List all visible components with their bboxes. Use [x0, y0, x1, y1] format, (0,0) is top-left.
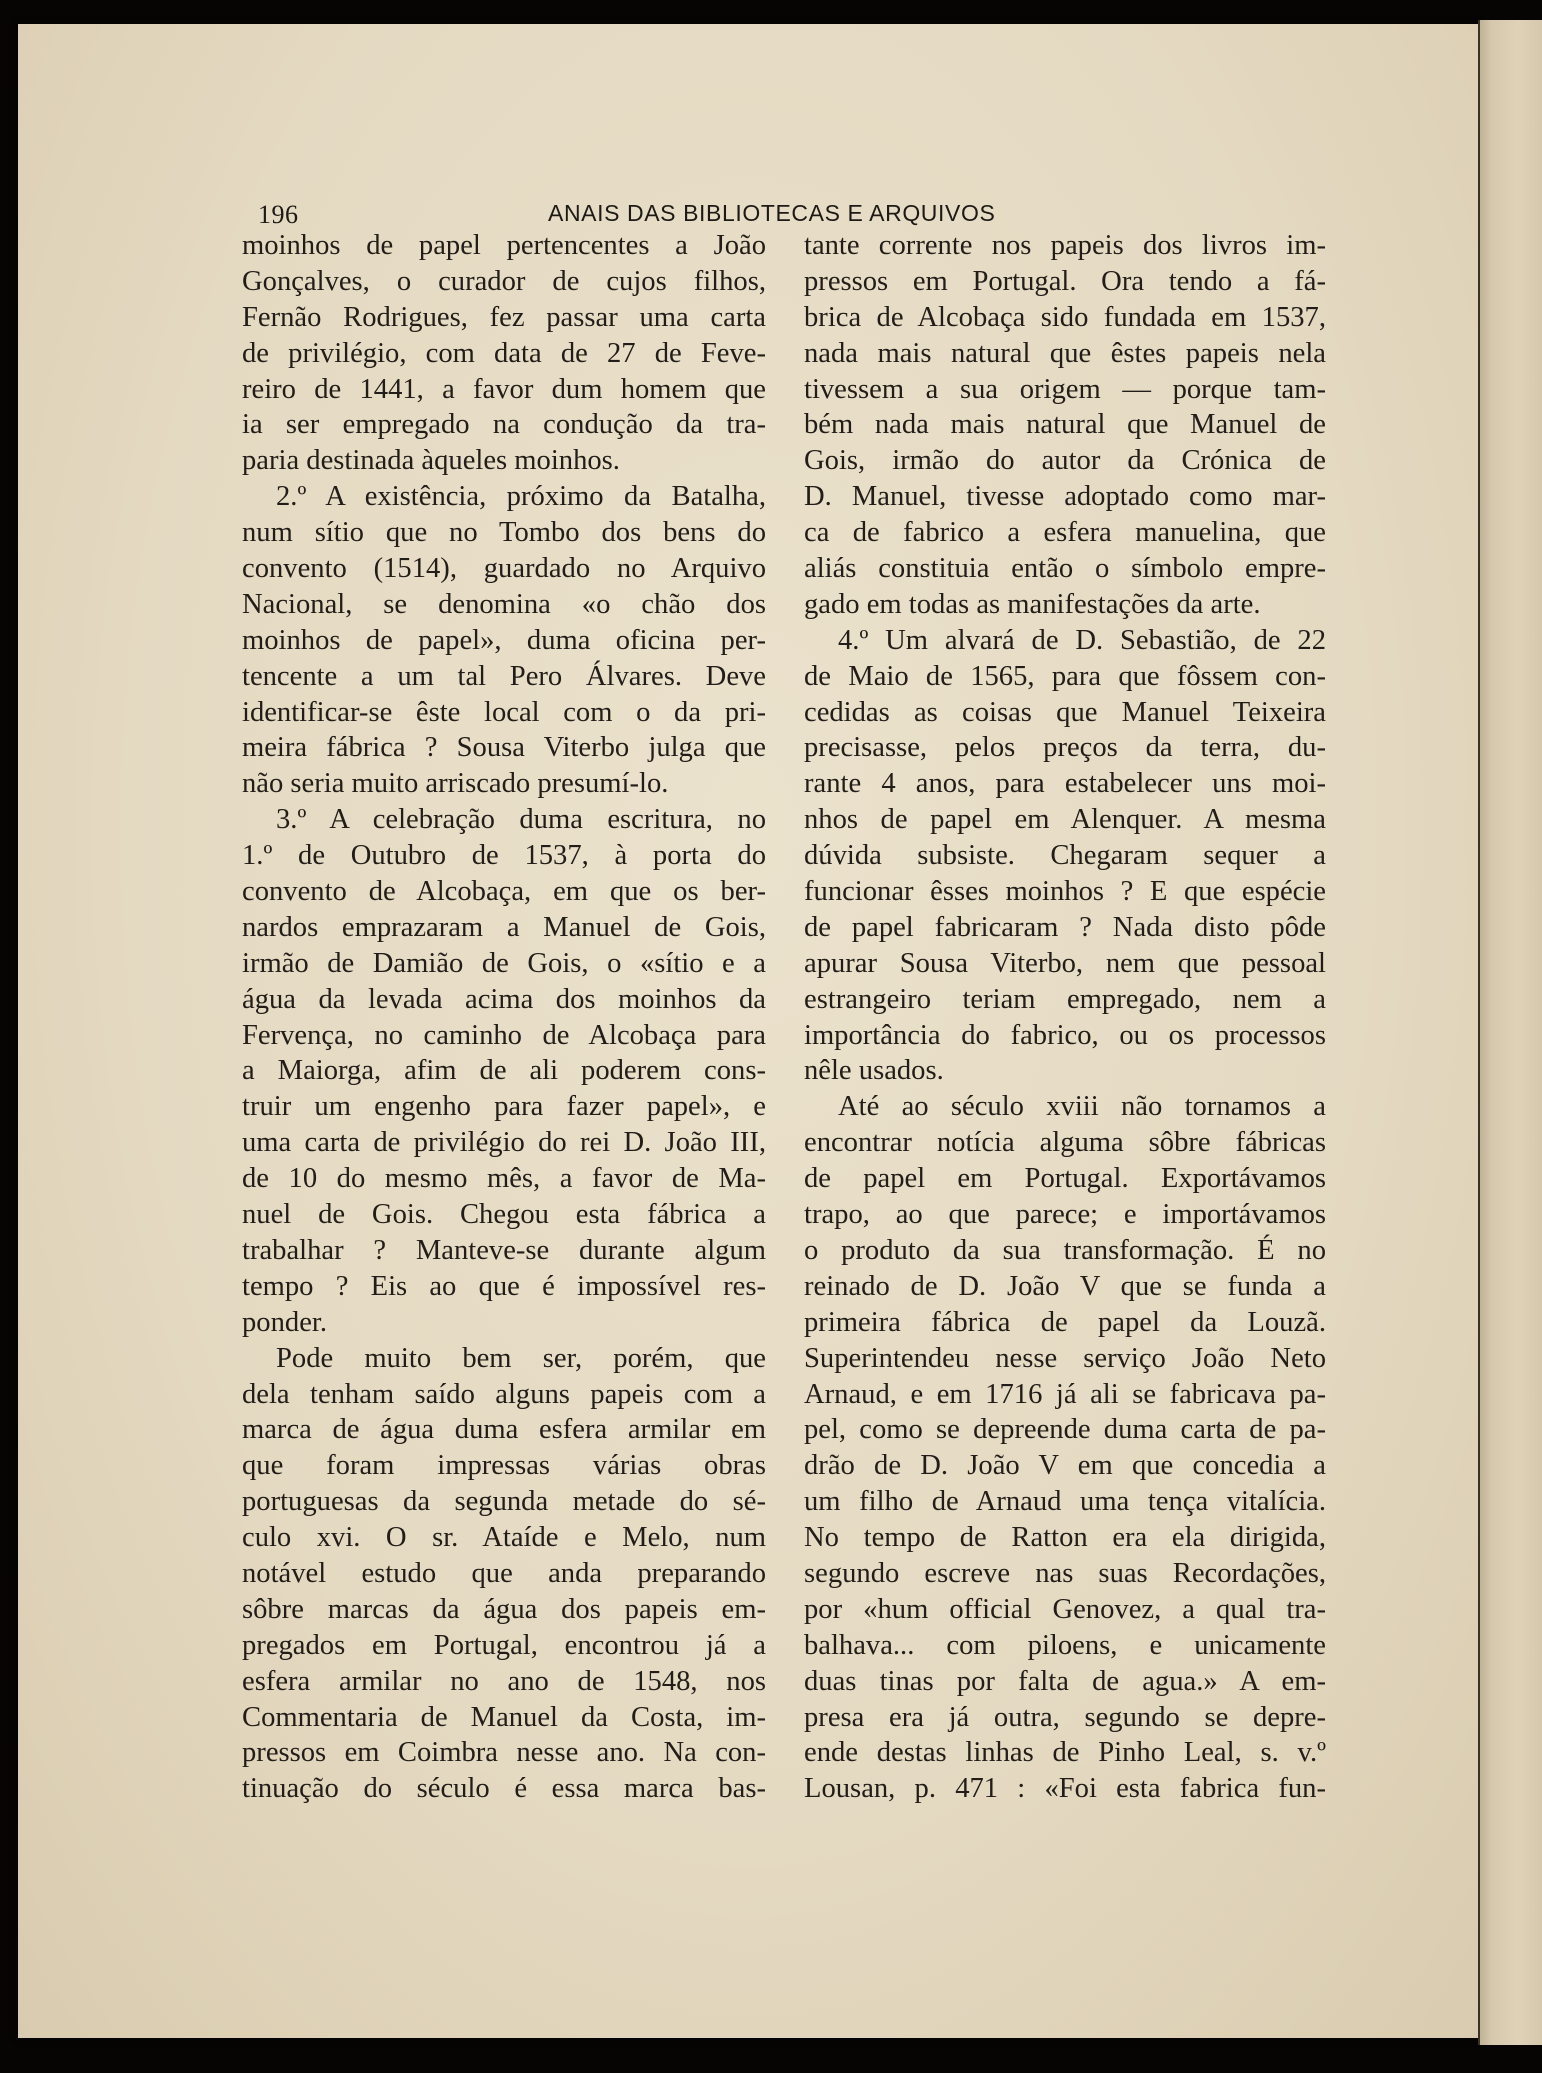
text-line: culo xvi. O sr. Ataíde e Melo, num — [242, 1522, 766, 1554]
text-line: trapo, ao que parece; e importávamos — [804, 1199, 1326, 1231]
text-line: sôbre marcas da água dos papeis em- — [242, 1593, 766, 1625]
text-line: Até ao século xviii não tornamos a — [838, 1091, 1326, 1123]
text-line: 1.º de Outubro de 1537, à porta do — [242, 840, 766, 872]
text-line: Commentaria de Manuel da Costa, im- — [242, 1701, 766, 1733]
text-line: Arnaud, e em 1716 já ali se fabricava pa- — [804, 1378, 1326, 1410]
text-line: um filho de Arnaud uma tença vitalícia. — [804, 1486, 1326, 1518]
text-line: de papel em Portugal. Exportávamos — [804, 1163, 1326, 1195]
text-line: paria destinada àqueles moinhos. — [242, 445, 620, 477]
text-line: ponder. — [242, 1306, 327, 1338]
text-line: aliás constituia então o símbolo empre- — [804, 553, 1326, 585]
text-line: convento de Alcobaça, em que os ber- — [242, 876, 766, 908]
text-line: pressos em Coimbra nesse ano. Na con- — [242, 1737, 766, 1769]
text-line: Gois, irmão do autor da Crónica de — [804, 445, 1326, 477]
text-line: o produto da sua transformação. É no — [804, 1234, 1326, 1266]
text-line: truir um engenho para fazer papel», e — [242, 1091, 766, 1123]
running-head — [258, 200, 1058, 230]
text-line: identificar-se êste local com o da pri- — [242, 696, 766, 728]
text-line: ia ser empregado na condução da tra- — [242, 409, 766, 441]
text-line: nêle usados. — [804, 1055, 944, 1087]
text-line: dúvida subsiste. Chegaram sequer a — [804, 840, 1326, 872]
text-line: estrangeiro teriam empregado, nem a — [804, 983, 1326, 1015]
text-line: de papel fabricaram ? Nada disto pôde — [804, 911, 1326, 943]
text-line: que foram impressas várias obras — [242, 1450, 766, 1482]
text-line: No tempo de Ratton era ela dirigida, — [804, 1522, 1326, 1554]
text-line: brica de Alcobaça sido fundada em 1537, — [804, 301, 1326, 333]
left-text-column — [242, 228, 766, 1807]
facing-page-edge — [1478, 20, 1542, 2045]
text-line: duas tinas por falta de agua.» A em- — [804, 1665, 1326, 1697]
text-line: reiro de 1441, a favor dum homem que — [242, 373, 766, 405]
text-line: de Maio de 1565, para que fôssem con- — [804, 660, 1326, 692]
text-line: nardos emprazaram a Manuel de Gois, — [242, 911, 766, 943]
text-line: Nacional, se denomina «o chão dos — [242, 588, 766, 620]
text-line: importância do fabrico, ou os processos — [804, 1019, 1326, 1051]
text-line: apurar Sousa Viterbo, nem que pessoal — [804, 947, 1326, 979]
text-line: não seria muito arriscado presumí-lo. — [242, 768, 669, 800]
text-line: pressos em Portugal. Ora tendo a fá- — [804, 265, 1326, 297]
text-line: 2.º A existência, próximo da Batalha, — [276, 481, 766, 513]
text-line: segundo escreve nas suas Recordações, — [804, 1557, 1326, 1589]
text-line: meira fábrica ? Sousa Viterbo julga que — [242, 732, 766, 764]
text-line: pel, como se depreende duma carta de pa- — [804, 1414, 1326, 1446]
text-line: D. Manuel, tivesse adoptado como mar- — [804, 481, 1326, 513]
running-title: ANAIS DAS BIBLIOTECAS E ARQUIVOS — [548, 200, 996, 226]
text-line: balhava... com piloens, e unicamente — [804, 1629, 1326, 1661]
text-line: funcionar êsses moinhos ? E que espécie — [804, 876, 1326, 908]
text-line: bém nada mais natural que Manuel de — [804, 409, 1326, 441]
text-line: Superintendeu nesse serviço João Neto — [804, 1342, 1326, 1374]
text-line: moinhos de papel pertencentes a João — [242, 230, 766, 261]
text-line: de privilégio, com data de 27 de Feve- — [242, 337, 766, 369]
text-line: primeira fábrica de papel da Louzã. — [804, 1306, 1326, 1338]
text-line: moinhos de papel», duma oficina per- — [242, 624, 766, 656]
right-text-column — [804, 228, 1326, 1807]
text-line: a Maiorga, afim de ali poderem cons- — [242, 1055, 766, 1087]
text-line: tempo ? Eis ao que é impossível res- — [242, 1270, 766, 1302]
text-line: pregados em Portugal, encontrou já a — [242, 1629, 766, 1661]
text-line: 3.º A celebração duma escritura, no — [276, 804, 766, 836]
text-line: tinuação do século é essa marca bas- — [242, 1773, 766, 1805]
text-line: Lousan, p. 471 : «Foi esta fabrica fun- — [804, 1773, 1326, 1805]
text-line: presa era já outra, segundo se depre- — [804, 1701, 1326, 1733]
text-line: reinado de D. João V que se funda a — [804, 1270, 1326, 1302]
text-line: dela tenham saído alguns papeis com a — [242, 1378, 766, 1410]
text-line: tivessem a sua origem — porque tam- — [804, 373, 1326, 405]
text-line: notável estudo que anda preparando — [242, 1557, 766, 1589]
text-line: irmão de Damião de Gois, o «sítio e a — [242, 947, 766, 979]
text-line: encontrar notícia alguma sôbre fábricas — [804, 1127, 1326, 1159]
text-line: marca de água duma esfera armilar em — [242, 1414, 766, 1446]
text-line: Pode muito bem ser, porém, que — [276, 1342, 766, 1374]
text-line: tencente a um tal Pero Álvares. Deve — [242, 660, 766, 692]
text-line: nuel de Gois. Chegou esta fábrica a — [242, 1199, 766, 1231]
text-line: por «hum official Genovez, a qual tra- — [804, 1593, 1326, 1625]
text-line: gado em todas as manifestações da arte. — [804, 588, 1261, 620]
text-line: tante corrente nos papeis dos livros im- — [804, 230, 1326, 261]
text-line: esfera armilar no ano de 1548, nos — [242, 1665, 766, 1697]
page-number: 196 — [258, 200, 299, 229]
text-line: Gonçalves, o curador de cujos filhos, — [242, 265, 766, 297]
text-line: uma carta de privilégio do rei D. João III, — [242, 1127, 766, 1159]
text-line: precisasse, pelos preços da terra, du- — [804, 732, 1326, 764]
text-line: ende destas linhas de Pinho Leal, s. v.º — [804, 1737, 1326, 1769]
text-line: drão de D. João V em que concedia a — [804, 1450, 1326, 1482]
text-line: cedidas as coisas que Manuel Teixeira — [804, 696, 1326, 728]
text-line: num sítio que no Tombo dos bens do — [242, 517, 766, 549]
text-line: de 10 do mesmo mês, a favor de Ma- — [242, 1163, 766, 1195]
text-line: ca de fabrico a esfera manuelina, que — [804, 517, 1326, 549]
text-line: rante 4 anos, para estabelecer uns moi- — [804, 768, 1326, 800]
text-line: Fervença, no caminho de Alcobaça para — [242, 1019, 766, 1051]
text-line: nhos de papel em Alenquer. A mesma — [804, 804, 1326, 836]
text-line: 4.º Um alvará de D. Sebastião, de 22 — [838, 624, 1326, 656]
text-line: Fernão Rodrigues, fez passar uma carta — [242, 301, 766, 333]
text-line: água da levada acima dos moinhos da — [242, 983, 766, 1015]
text-line: trabalhar ? Manteve-se durante algum — [242, 1234, 766, 1266]
text-line: nada mais natural que êstes papeis nela — [804, 337, 1326, 369]
text-line: convento (1514), guardado no Arquivo — [242, 553, 766, 585]
text-line: portuguesas da segunda metade do sé- — [242, 1486, 766, 1518]
